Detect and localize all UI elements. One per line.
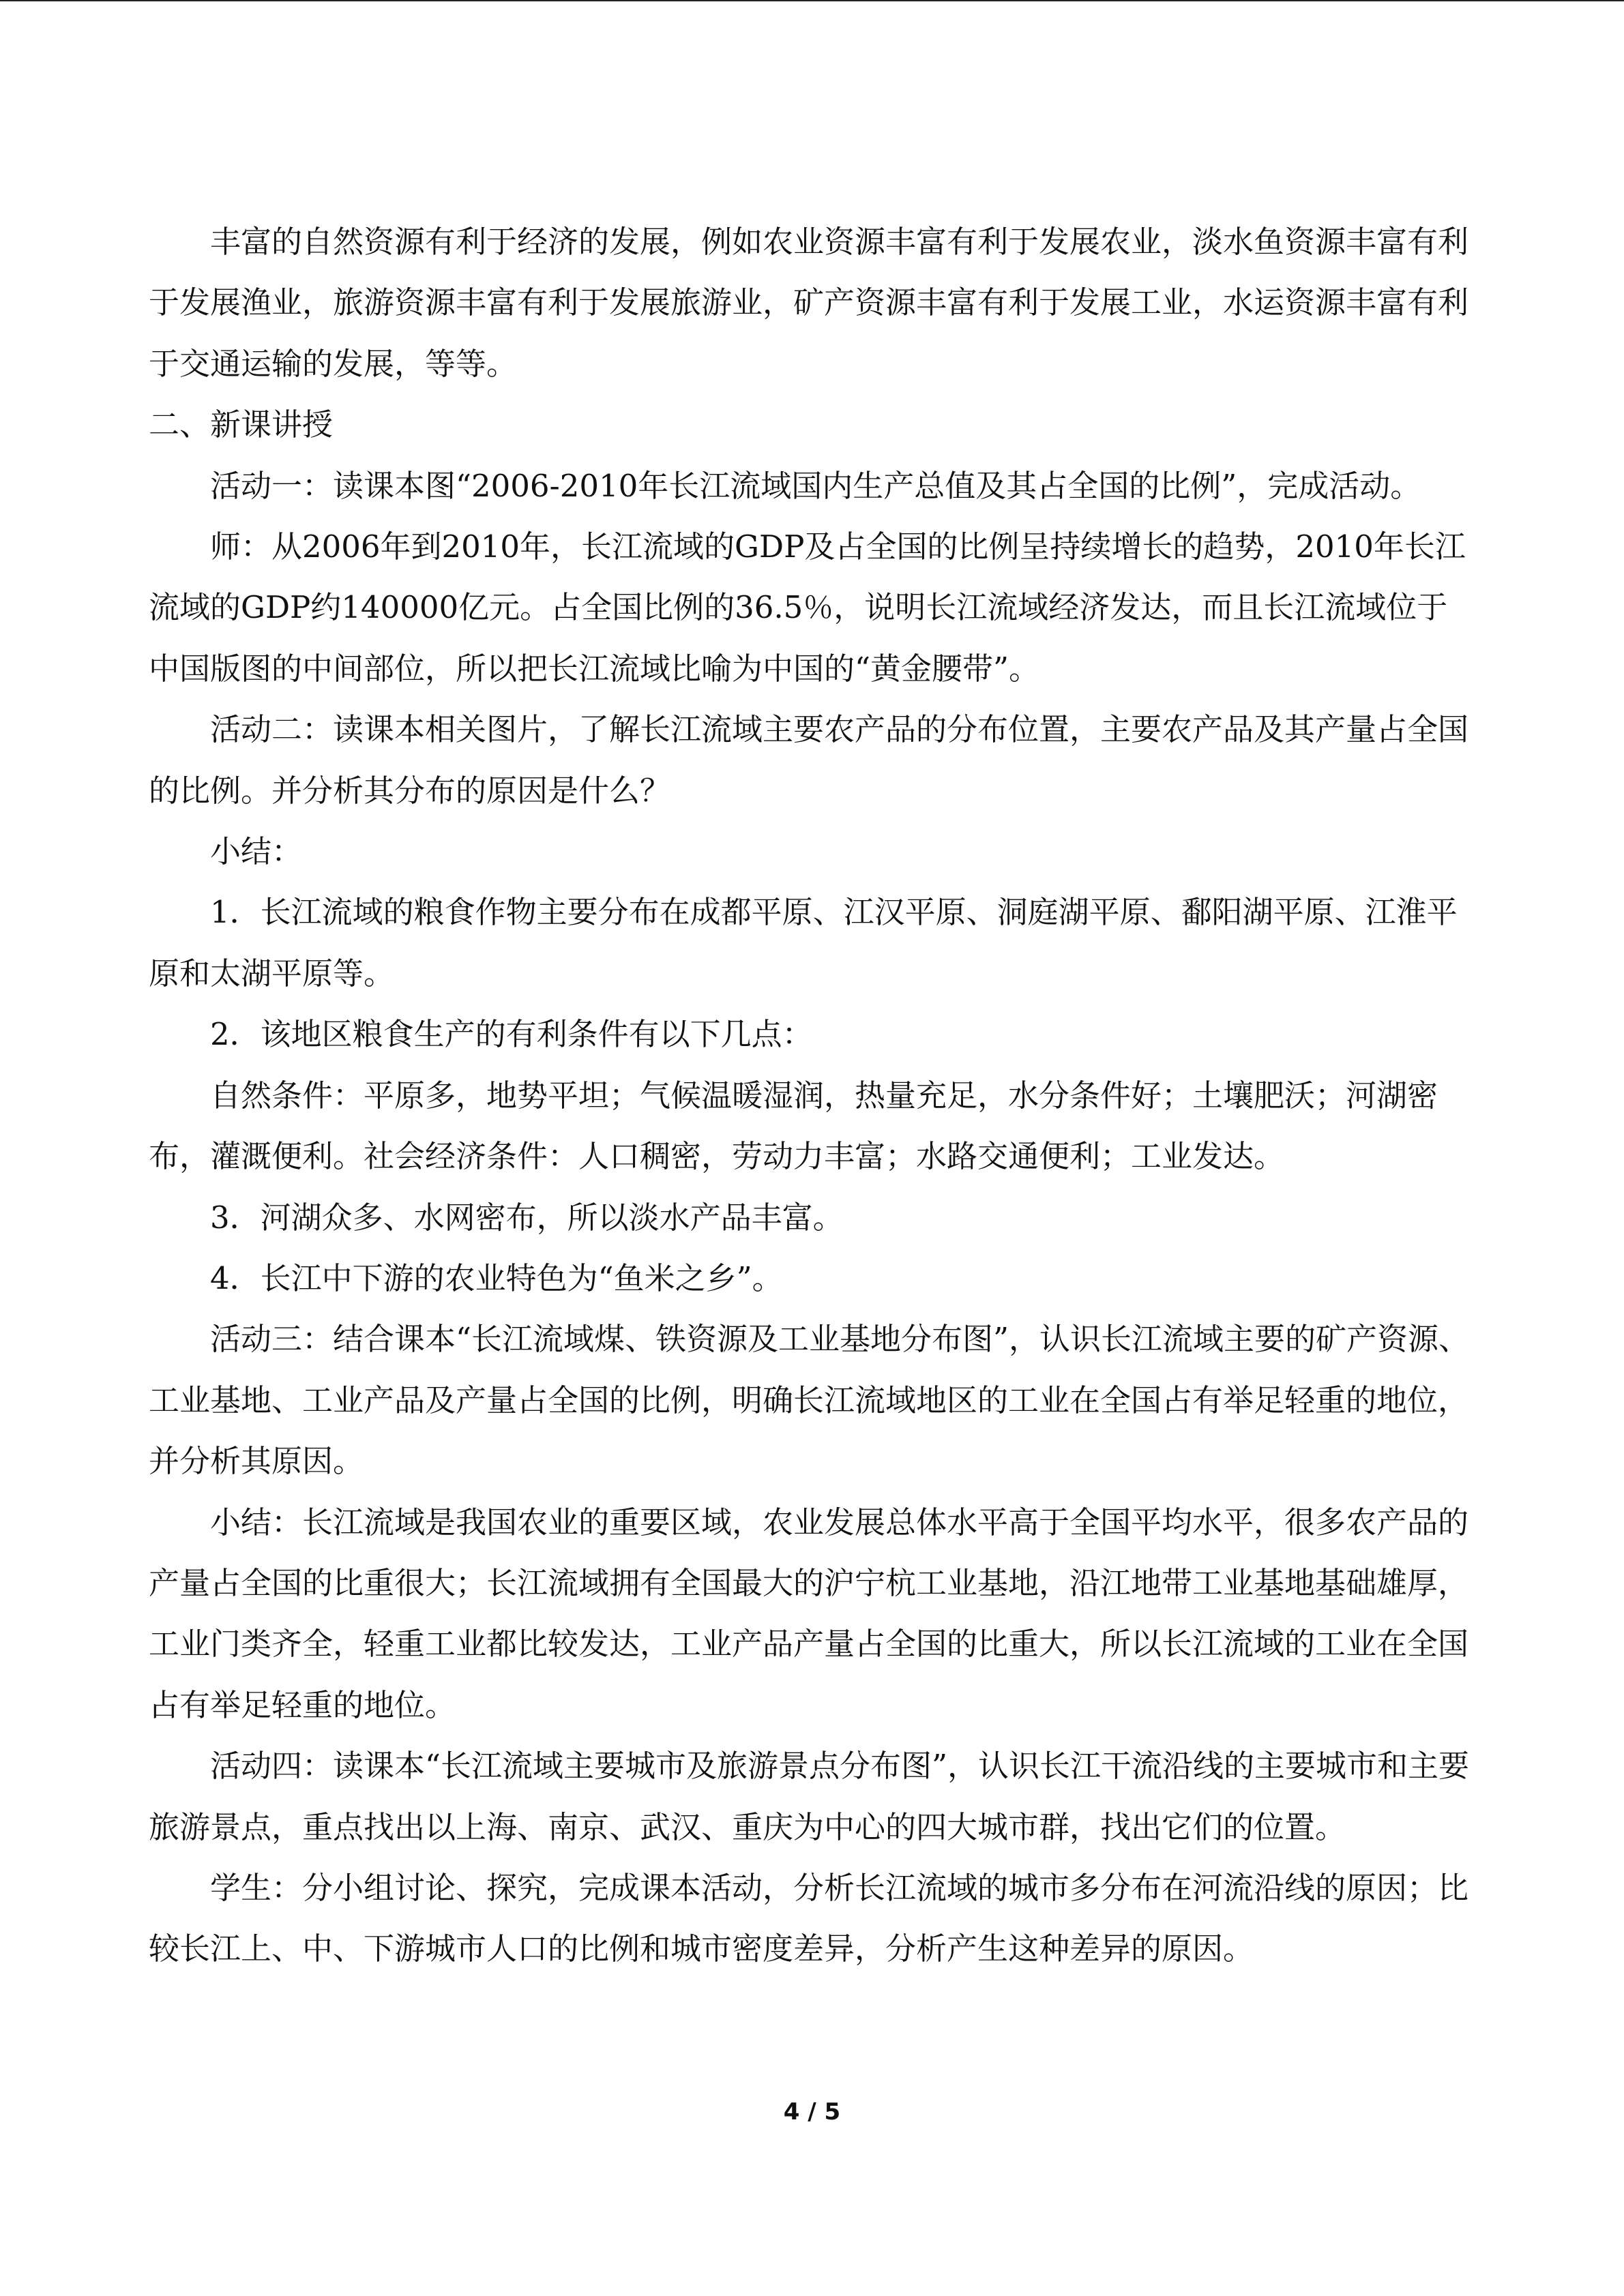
page-number: 4 / 5: [783, 2098, 841, 2126]
paragraph-activity-two: 活动二：读课本相关图片，了解长江流域主要农产品的分布位置，主要农产品及其产量占全国的比例。并分析其分布的原因是什么？: [149, 711, 1469, 809]
paragraph-summary-industry: 小结：长江流域是我国农业的重要区域，农业发展总体水平高于全国平均水平，很多农产品的产量占全国的比重很大；长江流域拥有全国最大的沪宁杭工业基地，沿江地带工业基地基础雄厚，工业门类齐全，轻重工业都比较发达，工业产品产量占全国的比重大，所以长江流域的工业在全国占有举足轻重的地位。: [149, 1504, 1469, 1723]
paragraph-point-2: 2．该地区粮食生产的有利条件有以下几点：: [210, 1016, 813, 1053]
paragraph-natural-resources: 丰富的自然资源有利于经济的发展，例如农业资源丰富有利于发展农业，淡水鱼资源丰富有利于发展渔业，旅游资源丰富有利于发展旅游业，矿产资源丰富有利于发展工业，水运资源丰富有利于交通运输的发展，等等。: [149, 224, 1469, 382]
paragraph-summary-label: 小结：: [210, 833, 303, 870]
paragraph-point-1: 1．长江流域的粮食作物主要分布在成都平原、江汉平原、洞庭湖平原、鄱阳湖平原、江淮平原和太湖平原等。: [149, 894, 1458, 992]
paragraph-point-4: 4．长江中下游的农业特色为“鱼米之乡”。: [210, 1259, 783, 1296]
paragraph-point-3: 3．河湖众多、水网密布，所以淡水产品丰富。: [210, 1199, 844, 1236]
paragraph-teacher-gdp: 师：从2006年到2010年，长江流域的GDP及占全国的比例呈持续增长的趋势，2010年长江流域的GDP约140000亿元。占全国比例的36.5％，说明长江流域经济发达，而且长江流域位于中国版图的中间部位，所以把长江流域比喻为中国的“黄金腰带”。: [149, 528, 1466, 687]
paragraph-activity-one: 活动一：读课本图“2006-2010年长江流域国内生产总值及其占全国的比例”，完成活动。: [210, 467, 1421, 504]
paragraph-activity-four: 活动四：读课本“长江流域主要城市及旅游景点分布图”，认识长江干流沿线的主要城市和主要旅游景点，重点找出以上海、南京、武汉、重庆为中心的四大城市群，找出它们的位置。: [149, 1748, 1470, 1845]
paragraph-students-discussion: 学生：分小组讨论、探究，完成课本活动，分析长江流域的城市多分布在河流沿线的原因；比较长江上、中、下游城市人口的比例和城市密度差异，分析产生这种差异的原因。: [149, 1869, 1469, 1967]
paragraph-activity-three: 活动三：结合课本“长江流域煤、铁资源及工业基地分布图”，认识长江流域主要的矿产资源、工业基地、工业产品及产量占全国的比例，明确长江流域地区的工业在全国占有举足轻重的地位，并分析其原因。: [149, 1321, 1470, 1480]
document-body: [149, 211, 1475, 1980]
section-heading-new-lesson: 二、新课讲授: [149, 406, 334, 443]
paragraph-conditions: 自然条件：平原多，地势平坦；气候温暖湿润，热量充足，水分条件好；土壤肥沃；河湖密布，灌溉便利。社会经济条件：人口稠密，劳动力丰富；水路交通便利；工业发达。: [149, 1077, 1438, 1175]
